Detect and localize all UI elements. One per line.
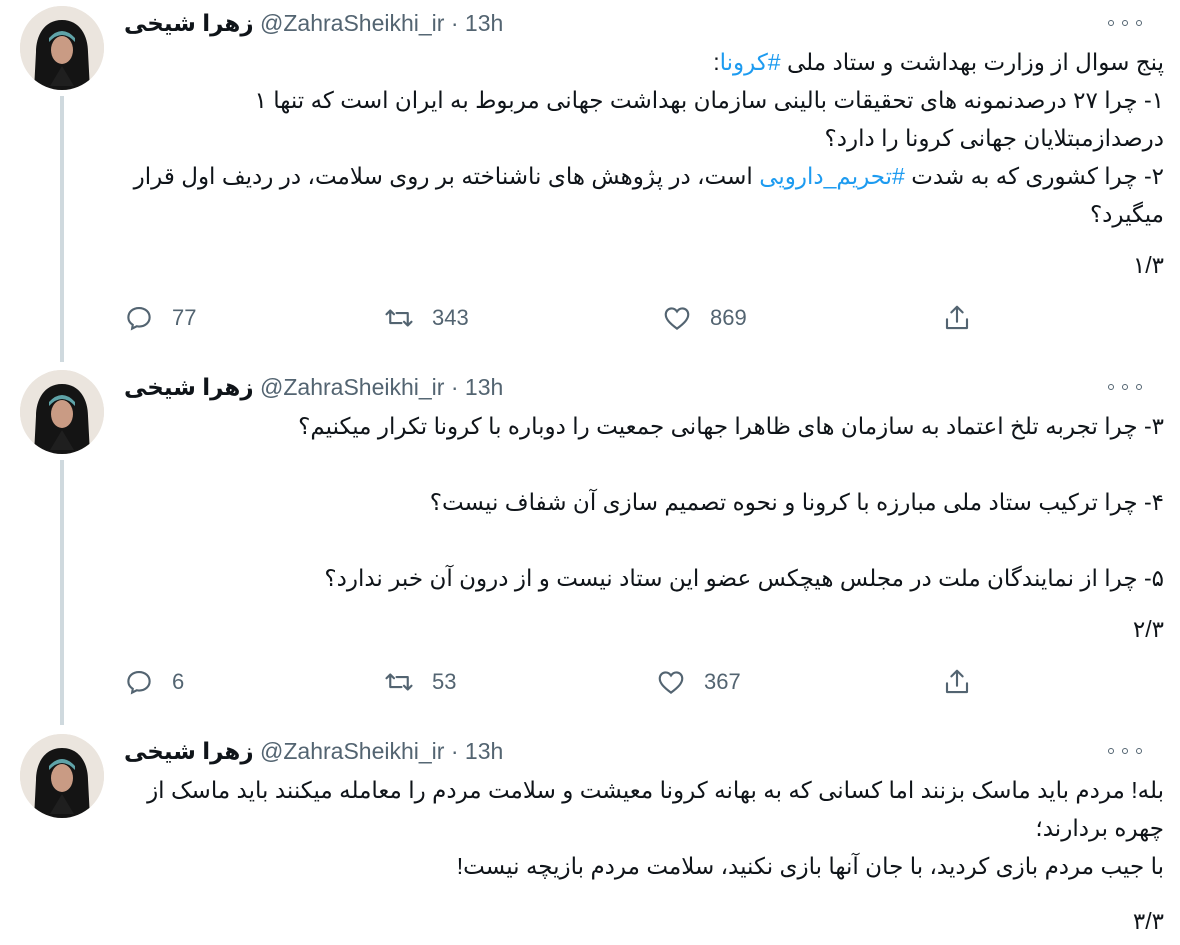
retweet-icon xyxy=(384,667,414,697)
reply-icon xyxy=(124,667,154,697)
heart-icon xyxy=(662,303,692,333)
separator-dot: · xyxy=(450,738,459,764)
reply-button[interactable] xyxy=(124,298,196,338)
tweet[interactable] xyxy=(0,364,1180,729)
timestamp[interactable]: 13h xyxy=(464,738,504,764)
timestamp[interactable]: 13h xyxy=(464,10,504,36)
thread-counter: ۲/۳ xyxy=(1132,616,1164,642)
tweet-text-part: پنج سوال از وزارت بهداشت و ستاد ملی xyxy=(780,49,1164,75)
author-name[interactable]: زهرا شیخی xyxy=(124,374,254,400)
like-count: 869 xyxy=(710,305,747,330)
separator-dot: · xyxy=(450,10,459,36)
tweet-text: بله! مردم باید ماسک بزنند اما کسانی که به بهانه کرونا معیشت و سلامت مردم را معامله میکنند باید ماسک از چهره بردارند؛ با جیب مردم بازی کردید، با جان آنها بازی نکنید، سلامت مردم بازیچه نیست! xyxy=(147,777,1164,879)
avatar[interactable] xyxy=(20,6,104,90)
share-icon xyxy=(942,303,972,333)
tweet-text xyxy=(124,43,1164,233)
reply-icon xyxy=(124,303,154,333)
like-button[interactable] xyxy=(656,662,741,702)
tweet-actions xyxy=(120,662,980,702)
more-icon[interactable] xyxy=(1108,372,1142,402)
share-icon xyxy=(942,667,972,697)
author-name[interactable]: زهرا شیخی xyxy=(124,738,254,764)
separator-dot: · xyxy=(450,374,459,400)
thread-counter: ۱/۳ xyxy=(1132,252,1164,278)
author-name[interactable]: زهرا شیخی xyxy=(124,10,254,36)
tweet-header xyxy=(124,736,1160,766)
tweet-header xyxy=(124,8,1160,38)
more-icon[interactable] xyxy=(1108,736,1142,766)
retweet-icon xyxy=(384,303,414,333)
author-handle[interactable]: @ZahraSheikhi_ir xyxy=(260,738,445,764)
hashtag-link[interactable]: #تحریم_دارویی xyxy=(759,163,905,189)
tweet[interactable] xyxy=(0,728,1180,945)
reply-button[interactable] xyxy=(124,662,184,702)
author-handle[interactable]: @ZahraSheikhi_ir xyxy=(260,10,445,36)
tweet-text: ۳- چرا تجربه تلخ اعتماد به سازمان های ظاهرا جهانی جمعیت را دوباره با کرونا تکرار میکنیم؟ ۴- چرا ترکیب ستاد ملی مبارزه با کرونا و نحوه تصمیم سازی آن شفاف نیست؟ ۵- چرا از نمایندگان ملت در مجلس هیچکس عضو این ستاد نیست و از درون آن خبر ندارد؟ xyxy=(298,413,1164,591)
like-button[interactable] xyxy=(662,298,747,338)
tweet-header xyxy=(124,372,1160,402)
timestamp[interactable]: 13h xyxy=(464,374,504,400)
retweet-count: 343 xyxy=(432,305,469,330)
like-count: 367 xyxy=(704,669,741,694)
reply-count: 77 xyxy=(172,305,197,330)
tweet-text-part: : ۱- چرا ۲۷ درصدنمونه های تحقیقات بالینی سازمان بهداشت جهانی مربوط به ایران است که تنها ۱ درصدازمبتلایان جهانی کرونا را دارد؟ ۲- چرا کشوری که به شدت xyxy=(254,49,1164,189)
heart-icon xyxy=(656,667,686,697)
tweet-text-part: است، در پژوهش های ناشناخته بر روی سلامت، در ردیف اول قرار میگیرد؟ xyxy=(133,163,1164,227)
avatar[interactable] xyxy=(20,370,104,454)
share-button[interactable] xyxy=(942,662,972,702)
tweet[interactable] xyxy=(0,0,1180,365)
retweet-button[interactable] xyxy=(384,298,469,338)
reply-count: 6 xyxy=(172,669,185,694)
share-button[interactable] xyxy=(942,298,972,338)
tweet-actions xyxy=(120,298,980,338)
retweet-button[interactable] xyxy=(384,662,456,702)
more-icon[interactable] xyxy=(1108,8,1142,38)
avatar[interactable] xyxy=(20,734,104,818)
thread-counter: ۳/۳ xyxy=(1132,908,1164,934)
author-handle[interactable]: @ZahraSheikhi_ir xyxy=(260,374,445,400)
hashtag-link[interactable]: #کرونا xyxy=(719,49,781,75)
retweet-count: 53 xyxy=(432,669,457,694)
